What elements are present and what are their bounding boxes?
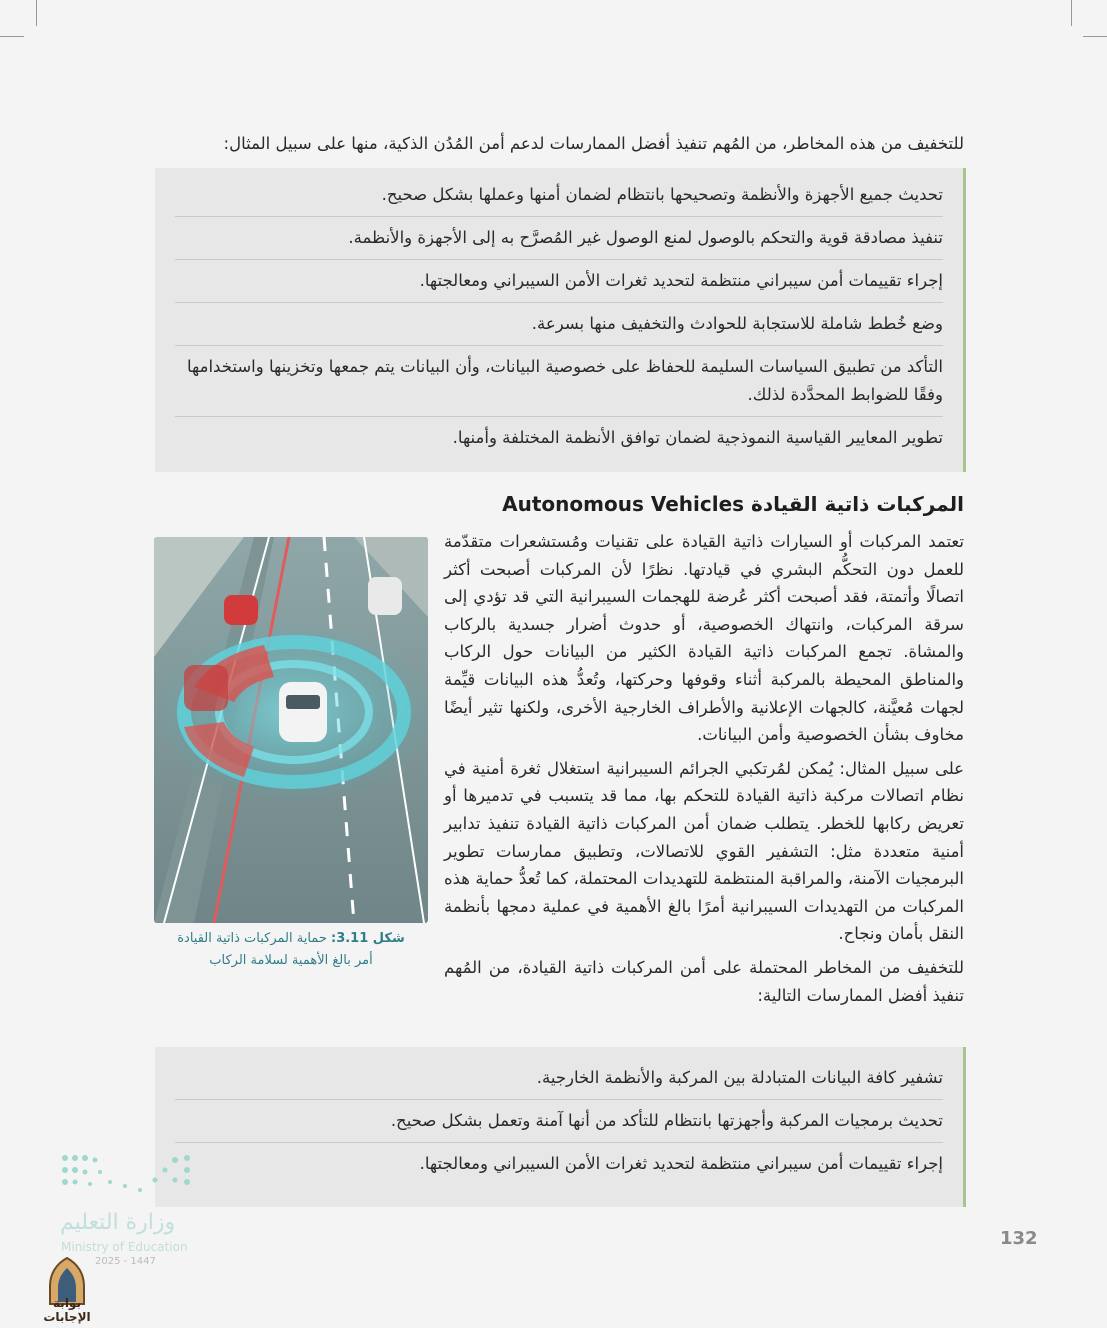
figure-number: شكل 3.11: (331, 931, 405, 946)
caption-line (150, 928, 432, 950)
list-item: تنفيذ مصادقة قوية والتحكم بالوصول لمنع الوصول غير المُصرَّح به إلى الأجهزة والأنظمة. (175, 217, 943, 260)
caption-line: أمر بالغ الأهمية لسلامة الركاب (209, 953, 373, 968)
list-item: إجراء تقييمات أمن سيبراني منتظمة لتحديد ثغرات الأمن السيبراني ومعالجتها. (419, 1154, 943, 1173)
crop-mark (0, 36, 24, 37)
page-number: 132 (1000, 1228, 1038, 1249)
crop-mark (1083, 36, 1107, 37)
ministry-year: 2025 - 1447 (95, 1256, 156, 1267)
crop-mark (1071, 0, 1072, 26)
list-item: تطوير المعايير القياسية النموذجية لضمان توافق الأنظمة المختلفة وأمنها. (452, 428, 943, 447)
paragraph: للتخفيف من المخاطر المحتملة على أمن المركبات ذاتية القيادة، من المُهم تنفيذ أفضل الممارسات التالية: (444, 957, 964, 1005)
list-item: تحديث جميع الأجهزة والأنظمة وتصحيحها بانتظام لضمان أمنها وعملها بشكل صحيح. (175, 174, 943, 217)
ministry-name-en: Ministry of Education (61, 1240, 188, 1254)
list-item: تحديث برمجيات المركبة وأجهزتها بانتظام للتأكد من أنها آمنة وتعمل بشكل صحيح. (175, 1100, 943, 1143)
list-item: وضع خُطط شاملة للاستجابة للحوادث والتخفيف منها بسرعة. (175, 303, 943, 346)
paragraph: تعتمد المركبات أو السيارات ذاتية القيادة على تقنيات ومُستشعرات متقدّمة للعمل دون التحكُّم البشري في قيادتها. نظرًا لأن المركبات أصبحت أكثر اتصالًا وأتمتة، فقد أصبحت أكثر عُرضة للهجمات السيبرانية التي قد تؤدي إلى سرقة المركبات، وانتهاك الخصوصية، أو حدوث أضرار جسدية بالركاب والمشاة. تجمع المركبات ذاتية القيادة الكثير من البيانات حول الركاب والمناطق المحيطة بالمركبة أثناء وقوفها وحركتها، وتُعدُّ هذه البيانات قيِّمة لجهات مُعيَّنة، كالجهات الإعلانية والأطراف الخارجية الأخرى، ولكنها تثير أيضًا مخاوف بشأن الخصوصية وأمن البيانات. (444, 532, 964, 745)
body-text (444, 528, 964, 1015)
highway-illustration (154, 537, 428, 923)
dot-pattern-icon (55, 1150, 200, 1200)
ministry-logo (55, 1150, 205, 1270)
list-item: تشفير كافة البيانات المتبادلة بين المركبة والأنظمة الخارجية. (175, 1057, 943, 1100)
list-item: التأكد من تطبيق السياسات السليمة للحفاظ على خصوصية البيانات، وأن البيانات يتم جمعها وتخزينها واستخدامها وفقًا للضوابط المحدَّدة لذلك. (175, 346, 943, 417)
ministry-name-ar: وزارة التعليم (60, 1210, 176, 1235)
paragraph: على سبيل المثال: يُمكن لمُرتكبي الجرائم السيبرانية استغلال ثغرة أمنية في نظام اتصالات مركبة ذاتية القيادة للتحكم بها، مما قد يتسبب في تدميرها أو تعريض ركابها للخطر. يتطلب ضمان أمن المركبات ذاتية القيادة تنفيذ تدابير أمنية متعددة مثل: التشفير القوي للاتصالات، وتطبيق ممارسات تطوير البرمجيات الآمنة، والمراقبة المنتظمة للتهديدات المحتملة، كما تُعدُّ حماية هذه المركبات من التهديدات السيبرانية أمرًا بالغ الأهمية في عملية دمجها بأنظمة النقل بأمان ونجاح. (444, 758, 964, 944)
caption-text: حماية المركبات ذاتية القيادة (177, 931, 327, 946)
section-heading: المركبات ذاتية القيادة Autonomous Vehicles (502, 492, 964, 516)
intro-text: للتخفيف من هذه المخاطر، من المُهم تنفيذ أفضل الممارسات لدعم أمن المُدُن الذكية، منها على سبيل المثال: (223, 134, 964, 153)
autonomous-vehicles-figure (154, 537, 428, 923)
figure-caption (150, 928, 432, 972)
list-item: إجراء تقييمات أمن سيبراني منتظمة لتحديد ثغرات الأمن السيبراني ومعالجتها. (175, 260, 943, 303)
vehicle-practices-box (155, 1047, 966, 1207)
city-practices-box (155, 168, 966, 472)
site-label: بوابة الإجابات (43, 1296, 91, 1324)
site-logo (30, 1256, 104, 1324)
crop-mark (36, 0, 37, 26)
